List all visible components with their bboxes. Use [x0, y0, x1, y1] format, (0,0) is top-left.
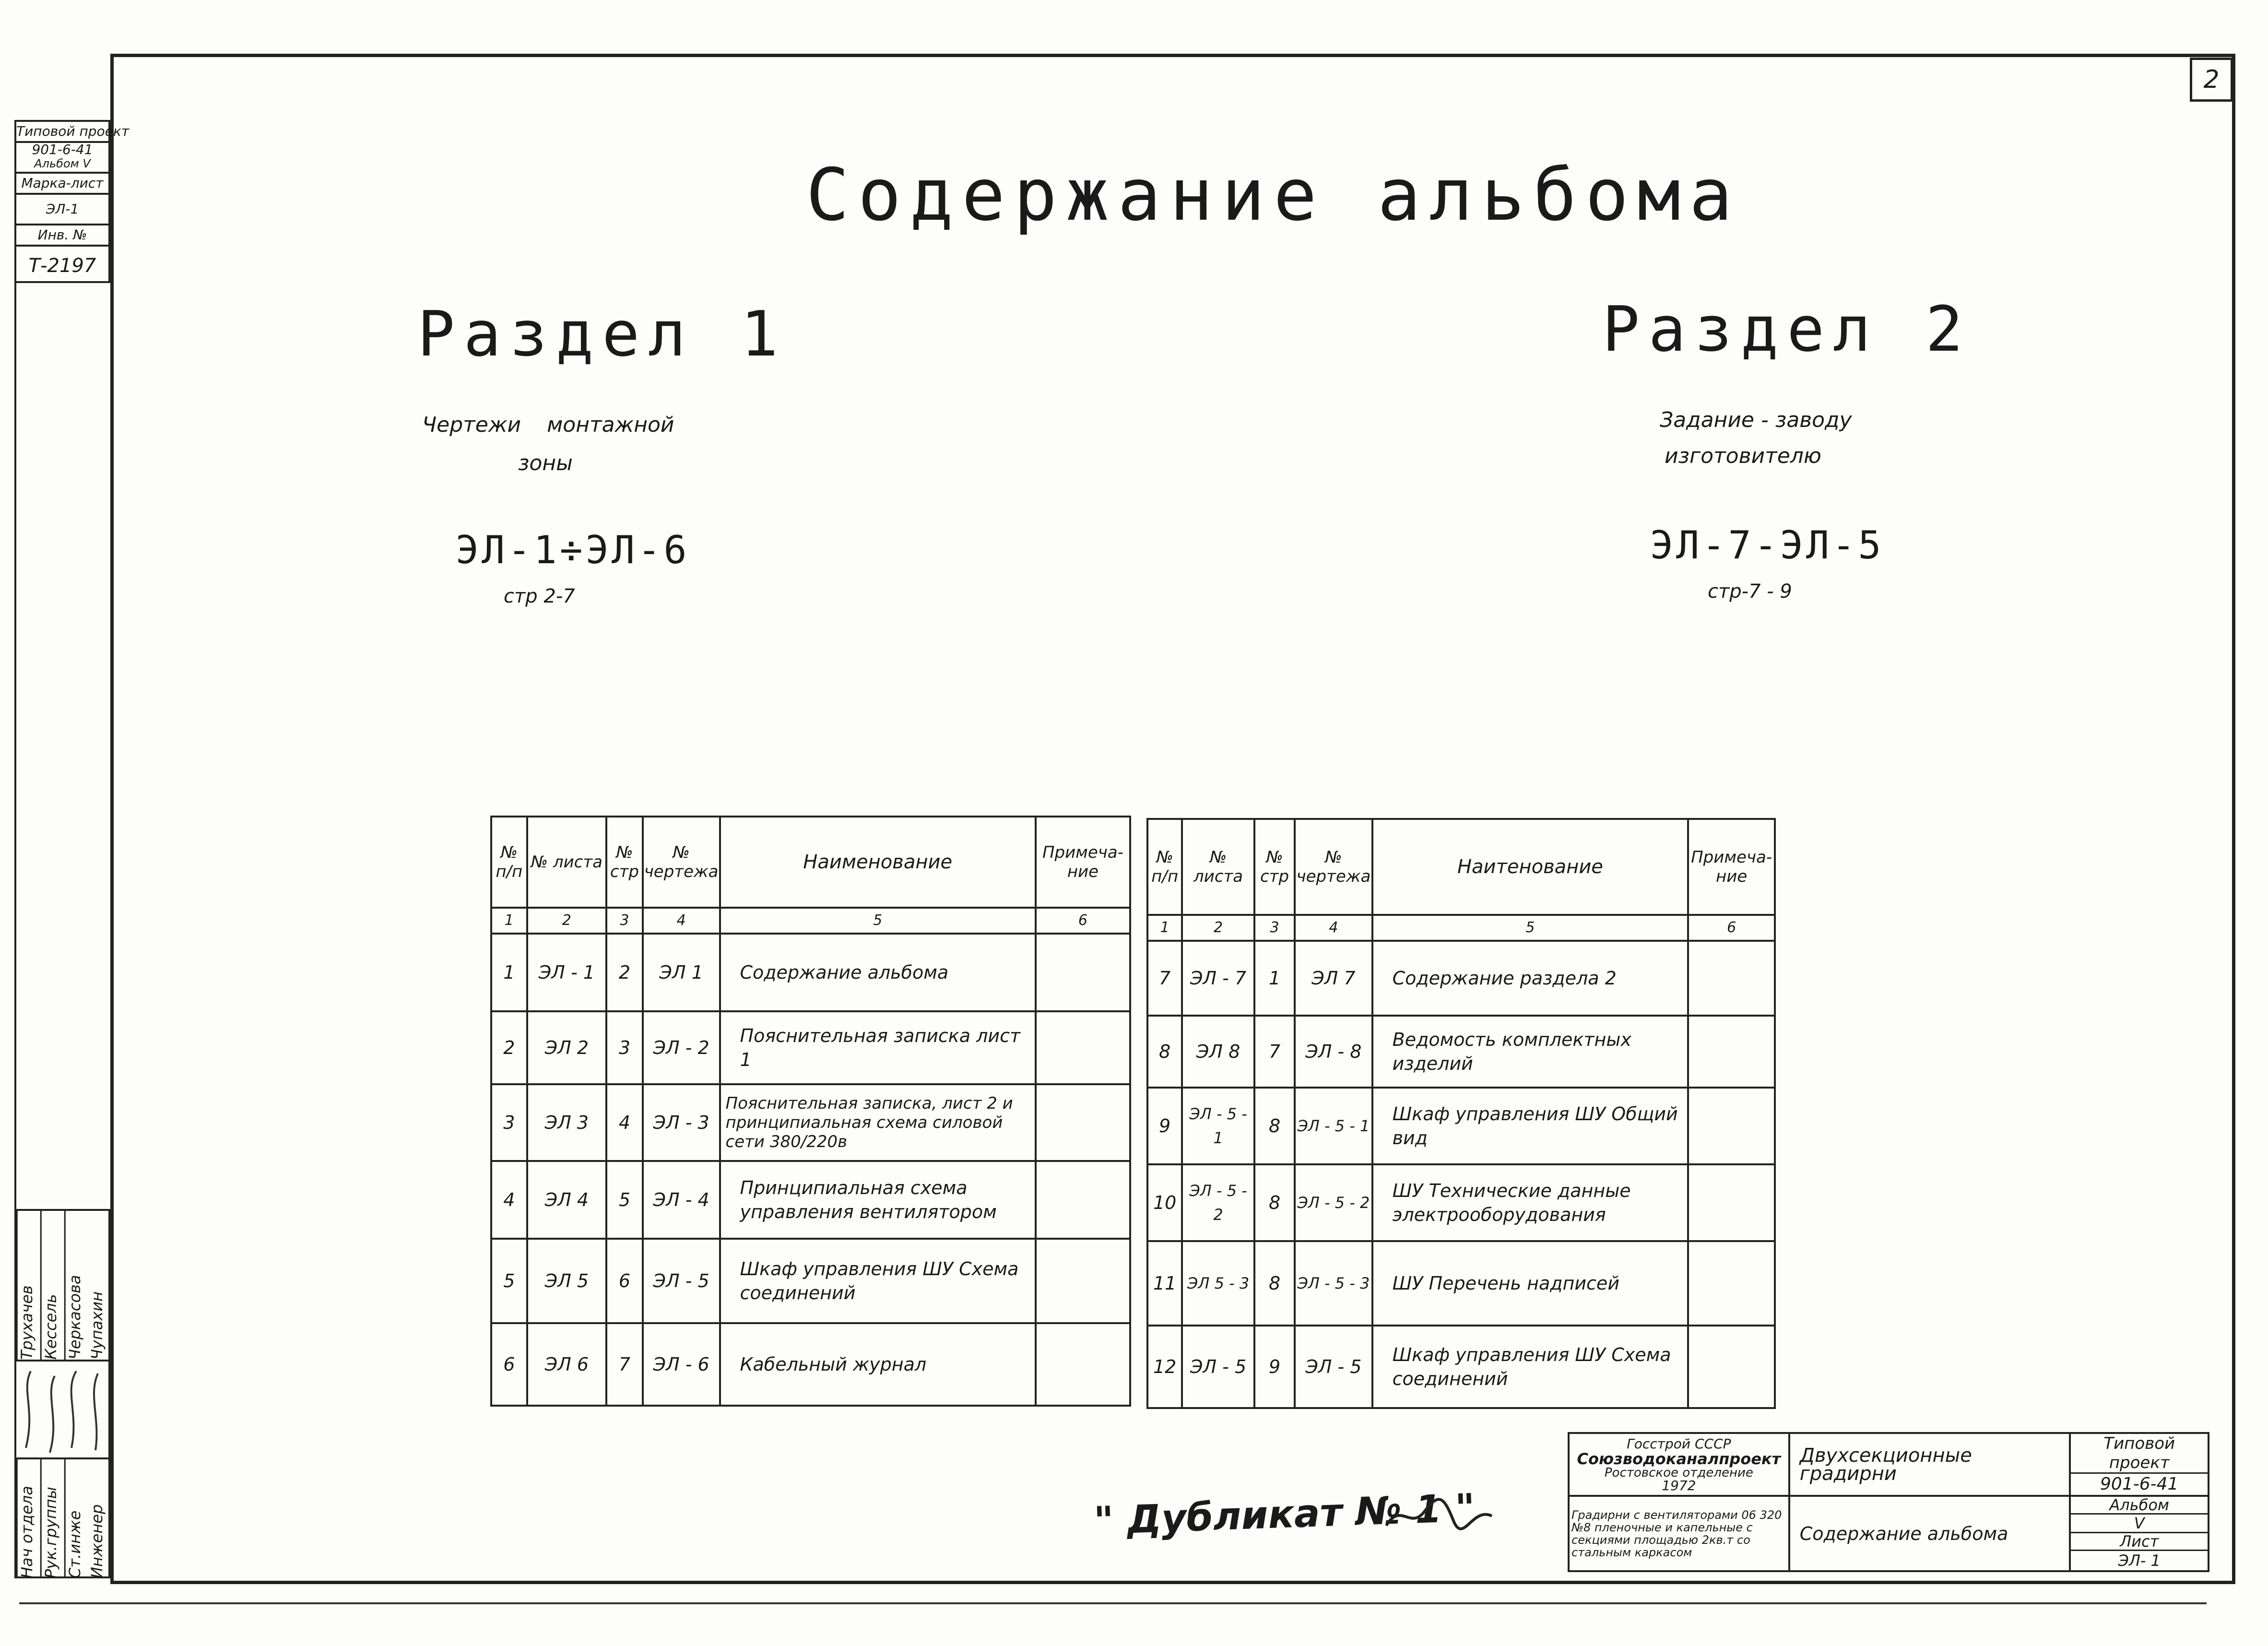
stamp-org: [1569, 1433, 1789, 1496]
num-4: 4: [1295, 915, 1372, 941]
th-right-drawing: № чертежа: [1295, 819, 1372, 915]
cell-name: Принципиальная схема управления вентилятором: [720, 1161, 1036, 1239]
table-right-numbers-row: [1147, 915, 1775, 941]
sig-role-4: Инженер: [88, 1504, 106, 1578]
cell-sheet: ЭЛ 4: [527, 1161, 607, 1239]
cell-page: 1: [1254, 941, 1295, 1016]
cell-note: [1688, 1164, 1775, 1241]
th-right-sheet: № листа: [1182, 819, 1254, 915]
num-6: 6: [1036, 908, 1130, 934]
cell-sheet: ЭЛ - 5 - 2: [1182, 1164, 1254, 1241]
cell-n: 5: [491, 1239, 527, 1323]
strip-value-project: [16, 143, 108, 174]
cell-drawing: ЭЛ - 5: [1295, 1326, 1372, 1408]
signature-block: [14, 1209, 110, 1578]
sig-role-1: Нач отдела: [16, 1459, 40, 1578]
cell-drawing: ЭЛ - 2: [643, 1011, 720, 1084]
th-left-sheet: № листа: [527, 817, 607, 908]
section1-subtitle-2: зоны: [518, 451, 573, 475]
strip-value-inv: Т-2197: [28, 255, 96, 277]
page-title: Содержание альбома: [806, 154, 1741, 237]
table-row: [1147, 941, 1775, 1016]
th-left-drawing: № чертежа: [643, 817, 720, 908]
section1-pages: стр 2-7: [504, 585, 575, 607]
cell-note: [1036, 1084, 1130, 1161]
cell-drawing: ЭЛ - 5 - 3: [1295, 1241, 1372, 1326]
stamp-album: V: [2071, 1515, 2208, 1533]
cell-n: 1: [491, 934, 527, 1011]
cell-drawing: ЭЛ - 4: [643, 1161, 720, 1239]
th-right-name: Наитенование: [1372, 819, 1689, 915]
cell-page: 7: [1254, 1016, 1295, 1088]
num-4: 4: [643, 908, 720, 934]
cell-note: [1688, 941, 1775, 1016]
cell-sheet: ЭЛ 5: [527, 1239, 607, 1323]
stamp-sheet-title: Содержание альбома: [1789, 1496, 2070, 1571]
cell-drawing: ЭЛ - 6: [643, 1323, 720, 1406]
table-row: [491, 1161, 1130, 1239]
th-left-n: № п/п: [491, 817, 527, 908]
th-right-page: № стр: [1254, 819, 1295, 915]
cell-n: 9: [1147, 1088, 1182, 1164]
stamp-org-line3: Ростовское отделение: [1604, 1465, 1753, 1480]
section1-heading: Раздел 1: [417, 297, 787, 370]
table-row: [1147, 1016, 1775, 1088]
section2-range: ЭЛ-7-ЭЛ-5: [1650, 523, 1884, 568]
title-block: [1568, 1432, 2209, 1572]
cell-sheet: ЭЛ - 7: [1182, 941, 1254, 1016]
cell-n: 3: [491, 1084, 527, 1161]
cell-drawing: ЭЛ - 5 - 2: [1295, 1164, 1372, 1241]
cell-page: 5: [606, 1161, 643, 1239]
section2-subtitle-2: изготовителю: [1665, 444, 1821, 468]
cell-note: [1688, 1016, 1775, 1088]
cell-sheet: ЭЛ - 1: [527, 934, 607, 1011]
cell-name: Содержание раздела 2: [1372, 941, 1689, 1016]
num-5: 5: [1372, 915, 1689, 941]
cell-page: 8: [1254, 1164, 1295, 1241]
cell-name: Ведомость комплектных изделий: [1372, 1016, 1689, 1088]
table-row: [491, 1084, 1130, 1161]
table-row: [1147, 1241, 1775, 1326]
cell-sheet: ЭЛ 8: [1182, 1016, 1254, 1088]
cell-drawing: ЭЛ 7: [1295, 941, 1372, 1016]
cell-sheet: ЭЛ 2: [527, 1011, 607, 1084]
sig-roles-row: [16, 1459, 110, 1578]
left-info-strip: [14, 120, 130, 283]
th-left-page: № стр: [606, 817, 643, 908]
num-3: 3: [1254, 915, 1295, 941]
num-2: 2: [1182, 915, 1254, 941]
cell-note: [1688, 1241, 1775, 1326]
cell-drawing: ЭЛ - 8: [1295, 1016, 1372, 1088]
cell-note: [1036, 1239, 1130, 1323]
cell-note: [1688, 1088, 1775, 1164]
table-left-header-row: [491, 817, 1130, 908]
cell-page: 3: [606, 1011, 643, 1084]
stamp-label-project: Типовой проект: [2071, 1434, 2208, 1474]
sig-name-3: Черкасова: [64, 1211, 88, 1360]
cell-n: 10: [1147, 1164, 1182, 1241]
cell-n: 8: [1147, 1016, 1182, 1088]
stamp-year: 1972: [1662, 1477, 1696, 1493]
contents-table-left: [490, 816, 1131, 1407]
cell-note: [1036, 1323, 1130, 1406]
cell-name: ШУ Технические данные электрооборудования: [1372, 1164, 1689, 1241]
cell-page: 2: [606, 934, 643, 1011]
cell-n: 4: [491, 1161, 527, 1239]
stamp-label-sheet: Лист: [2071, 1533, 2208, 1551]
strip-project-code: 901-6-41: [32, 142, 93, 157]
cell-page: 7: [606, 1323, 643, 1406]
num-5: 5: [720, 908, 1036, 934]
sig-role-2: Рук.группы: [40, 1459, 64, 1578]
cell-note: [1036, 934, 1130, 1011]
stamp-project-cell: [2070, 1433, 2209, 1496]
table-right-header-row: [1147, 819, 1775, 915]
th-right-note: Примеча-ние: [1688, 819, 1775, 915]
num-1: 1: [1147, 915, 1182, 941]
table-row: [1147, 1088, 1775, 1164]
cell-note: [1688, 1326, 1775, 1408]
strip-label-inv: Инв. №: [16, 225, 108, 247]
cell-drawing: ЭЛ - 5 - 1: [1295, 1088, 1372, 1164]
th-left-name: Наименование: [720, 817, 1036, 908]
cell-n: 12: [1147, 1326, 1182, 1408]
th-left-note: Примеча-ние: [1036, 817, 1130, 908]
cell-page: 4: [606, 1084, 643, 1161]
stamp-project-title: Двухсекционные градирни: [1789, 1433, 2070, 1496]
cell-page: 8: [1254, 1241, 1295, 1326]
cell-note: [1036, 1011, 1130, 1084]
strip-album: Альбом V: [34, 157, 91, 170]
duplicate-signature: [1382, 1487, 1497, 1540]
cell-sheet: ЭЛ 3: [527, 1084, 607, 1161]
signatures-scribble: [16, 1362, 110, 1457]
cell-sheet: ЭЛ - 5: [1182, 1326, 1254, 1408]
cell-name: Содержание альбома: [720, 934, 1036, 1011]
cell-note: [1036, 1161, 1130, 1239]
th-right-n: № п/п: [1147, 819, 1182, 915]
cell-name: ШУ Перечень надписей: [1372, 1241, 1689, 1326]
cell-sheet: ЭЛ 5 - 3: [1182, 1241, 1254, 1326]
cell-name: Кабельный журнал: [720, 1323, 1036, 1406]
strip-value-mark: ЭЛ-1: [16, 195, 108, 225]
cell-name: Шкаф управления ШУ Общий вид: [1372, 1088, 1689, 1164]
num-1: 1: [491, 908, 527, 934]
bottom-rule: [19, 1602, 2207, 1604]
num-2: 2: [527, 908, 607, 934]
section2-subtitle-1: Задание - заводу: [1660, 408, 1852, 432]
stamp-org-line1: Госстрой СССР: [1627, 1435, 1731, 1452]
cell-name: Шкаф управления ШУ Схема соединений: [720, 1239, 1036, 1323]
sig-name-1: Трухачев: [16, 1211, 40, 1360]
sig-handwriting-row: [16, 1362, 110, 1459]
cell-name: Пояснительная записка, лист 2 и принципиальная схема силовой сети 380/220в: [720, 1084, 1036, 1161]
section1-range: ЭЛ-1÷ЭЛ-6: [456, 528, 690, 572]
table-row: [1147, 1326, 1775, 1408]
cell-n: 2: [491, 1011, 527, 1084]
stamp-sheet: ЭЛ- 1: [2118, 1551, 2161, 1570]
table-row: [491, 934, 1130, 1011]
cell-n: 7: [1147, 941, 1182, 1016]
cell-name: Пояснительная записка лист 1: [720, 1011, 1036, 1084]
cell-drawing: ЭЛ - 5: [643, 1239, 720, 1323]
cell-page: 9: [1254, 1326, 1295, 1408]
sig-role-3: Ст.инже: [64, 1459, 88, 1578]
table-row: [491, 1239, 1130, 1323]
num-6: 6: [1688, 915, 1775, 941]
stamp-org-line2: Союзводоканалпроект: [1577, 1449, 1781, 1468]
cell-page: 6: [606, 1239, 643, 1323]
section2-heading: Раздел 2: [1602, 293, 1972, 366]
sig-name-4: Чупахин: [88, 1291, 106, 1360]
contents-table-right: [1146, 818, 1776, 1409]
table-left-numbers-row: [491, 908, 1130, 934]
cell-name: Шкаф управления ШУ Схема соединений: [1372, 1326, 1689, 1408]
cell-page: 8: [1254, 1088, 1295, 1164]
section2-pages: стр-7 - 9: [1708, 580, 1792, 603]
cell-sheet: ЭЛ - 5 - 1: [1182, 1088, 1254, 1164]
cell-sheet: ЭЛ 6: [527, 1323, 607, 1406]
sheet-number: 2: [2190, 58, 2233, 102]
sig-name-2: Кессель: [40, 1211, 64, 1360]
sig-names-row: [16, 1211, 110, 1362]
duplicate-note: " Дубликат № 1 ": [1093, 1485, 1476, 1543]
cell-drawing: ЭЛ 1: [643, 934, 720, 1011]
table-row: [491, 1323, 1130, 1406]
stamp-label-album: Альбом: [2071, 1497, 2208, 1515]
stamp-album-sheet: [2070, 1496, 2209, 1571]
cell-drawing: ЭЛ - 3: [643, 1084, 720, 1161]
section1-subtitle-1: Чертежи монтажной: [422, 413, 674, 437]
num-3: 3: [606, 908, 643, 934]
strip-label-project: Типовой проект: [16, 122, 108, 143]
stamp-project-code: 901-6-41: [2100, 1474, 2179, 1494]
cell-n: 11: [1147, 1241, 1182, 1326]
table-row: [1147, 1164, 1775, 1241]
table-row: [491, 1011, 1130, 1084]
strip-label-mark: Марка-лист: [16, 174, 108, 195]
stamp-desc: Градирни с вентиляторами 06 320 №8 пленочные и капельные с секциями площадью 2кв.т со стальным каркасом: [1569, 1496, 1789, 1571]
cell-n: 6: [491, 1323, 527, 1406]
